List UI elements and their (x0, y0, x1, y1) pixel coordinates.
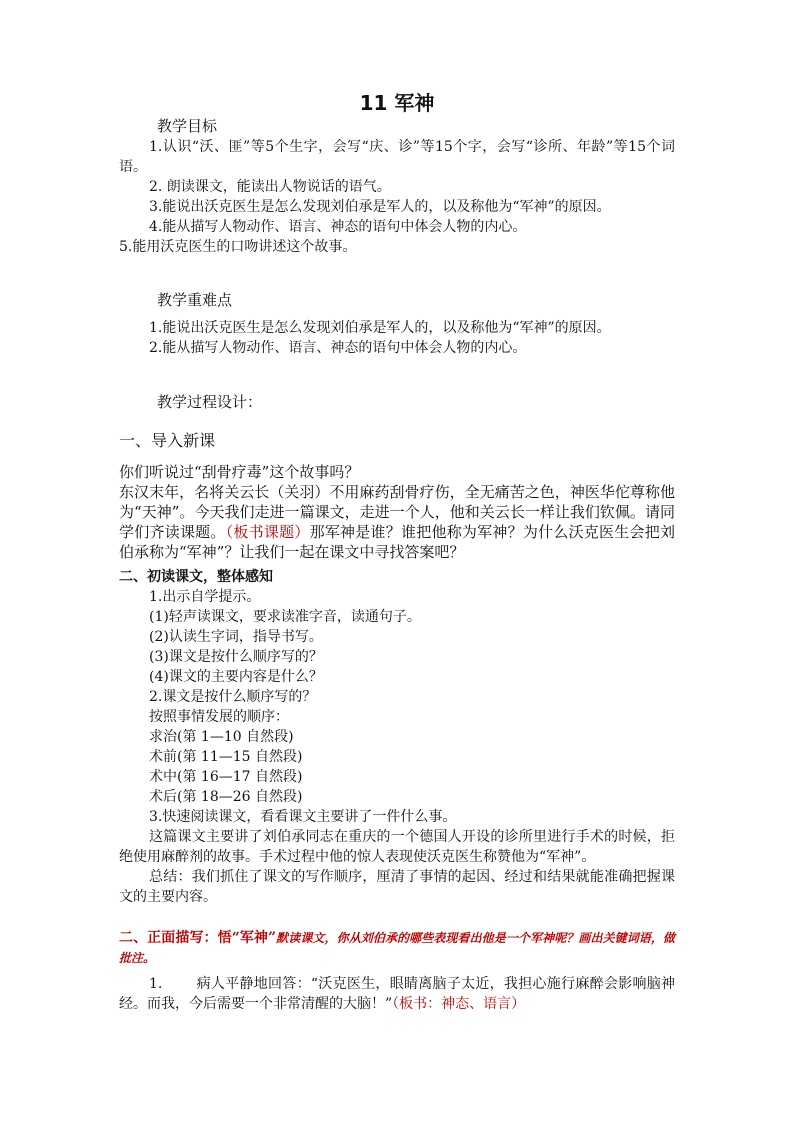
section-intro (119, 430, 675, 562)
quote-item (119, 974, 675, 1014)
objective-item: 1.认识“沃、匪”等5个生字，会写“庆、诊”等15个字，会写“诊所、年龄”等15个词语。 (119, 139, 675, 175)
step-3: 3.快速阅读课文，看看课文主要讲了一件什么事。 (149, 809, 457, 825)
order-intro: 按照事情发展的顺序： (149, 709, 289, 725)
section-reading (119, 567, 675, 907)
objective-item: 2. 朗读课文，能读出人物说话的语气。 (149, 179, 391, 195)
intro-text: 东汉末年，名将关云长（关羽）不用麻药刮骨疗伤，全无痛苦之色，神医华佗尊称他为“天神”。今天我们走进一篇课文，走进一个人，他和关云长一样让我们钦佩。请同学们齐读课题。 (119, 483, 675, 541)
objectives-heading: 教学目标 (157, 117, 218, 135)
intro-question: 你们听说过“刮骨疗毒”这个故事吗？ (119, 463, 360, 481)
intro-paragraph (119, 482, 675, 562)
key-points-heading: 教学重难点 (157, 291, 233, 309)
reading-instruction: 默读课文，你从刘伯承的哪些表现看出他是一个军神呢？画出关键词语，做批注。 (119, 931, 675, 965)
board-note: （板书：神态、语言） (392, 996, 526, 1012)
summary-paragraph: 这篇课文主要讲了刘伯承同志在重庆的一个德国人开设的诊所里进行手术的时候，拒绝使用麻醉剂的故事。手术过程中他的惊人表现使沃克医生称赞他为“军神”。 (119, 829, 675, 865)
quote-number: 1. (149, 976, 163, 992)
board-note: （板书课题） (225, 523, 310, 541)
intro-text-end: 那军神是谁？谁把他称为军神？为什么沃克医生会把刘伯承称为“军神”？让我们一起在课文中寻找答案吧？ (119, 523, 675, 561)
key-point-item: 2.能从描写人物动作、语言、神态的语句中体会人物的内心。 (149, 340, 527, 356)
order-item: 术后(第 18—26 自然段) (149, 789, 303, 805)
step-1: 1.出示自学提示。 (149, 589, 261, 605)
objective-item: 4.能从描写人物动作、语言、神态的语句中体会人物的内心。 (149, 219, 527, 235)
objectives-list (119, 137, 675, 257)
order-item: 术前(第 11—15 自然段) (149, 749, 303, 765)
tip-item: (2)认读生字词，指导书写。 (149, 629, 323, 645)
step-2: 2.课文是按什么顺序写的？ (149, 689, 317, 705)
quote-text: 病人平静地回答：“沃克医生，眼睛离脑子太近，我担心施行麻醉会影响脑神经。而我，今后需要一个非常清醒的大脑！” (119, 976, 675, 1012)
section-heading: 二、初读课文，整体感知 (119, 569, 273, 585)
section-heading-line (119, 928, 675, 968)
conclusion-paragraph: 总结：我们抓住了课文的写作顺序，厘清了事情的起因、经过和结果就能准确把握课文的主要内容。 (119, 869, 675, 905)
key-point-item: 1.能说出沃克医生是怎么发现刘伯承是军人的，以及称他为“军神”的原因。 (149, 320, 611, 336)
process-heading: 教学过程设计： (157, 393, 263, 411)
tip-item: (4)课文的主要内容是什么？ (149, 669, 323, 685)
tip-item: (1)轻声读课文，要求读准字音，读通句子。 (149, 609, 421, 625)
objective-item: 5.能用沃克医生的口吻讲述这个故事。 (119, 239, 357, 255)
lesson-title: 11 军神 (359, 91, 435, 115)
section-heading: 二、正面描写：悟“军神” (119, 930, 277, 946)
objective-item: 3.能说出沃克医生是怎么发现刘伯承是军人的，以及称他为“军神”的原因。 (149, 199, 611, 215)
section-portrayal (119, 928, 675, 1014)
key-points-list (119, 318, 675, 358)
section-heading: 一、导入新课 (119, 431, 216, 450)
order-item: 术中(第 16—17 自然段) (149, 769, 303, 785)
tip-item: (3)课文是按什么顺序写的？ (149, 649, 323, 665)
order-item: 求治(第 1—10 自然段) (149, 729, 294, 745)
